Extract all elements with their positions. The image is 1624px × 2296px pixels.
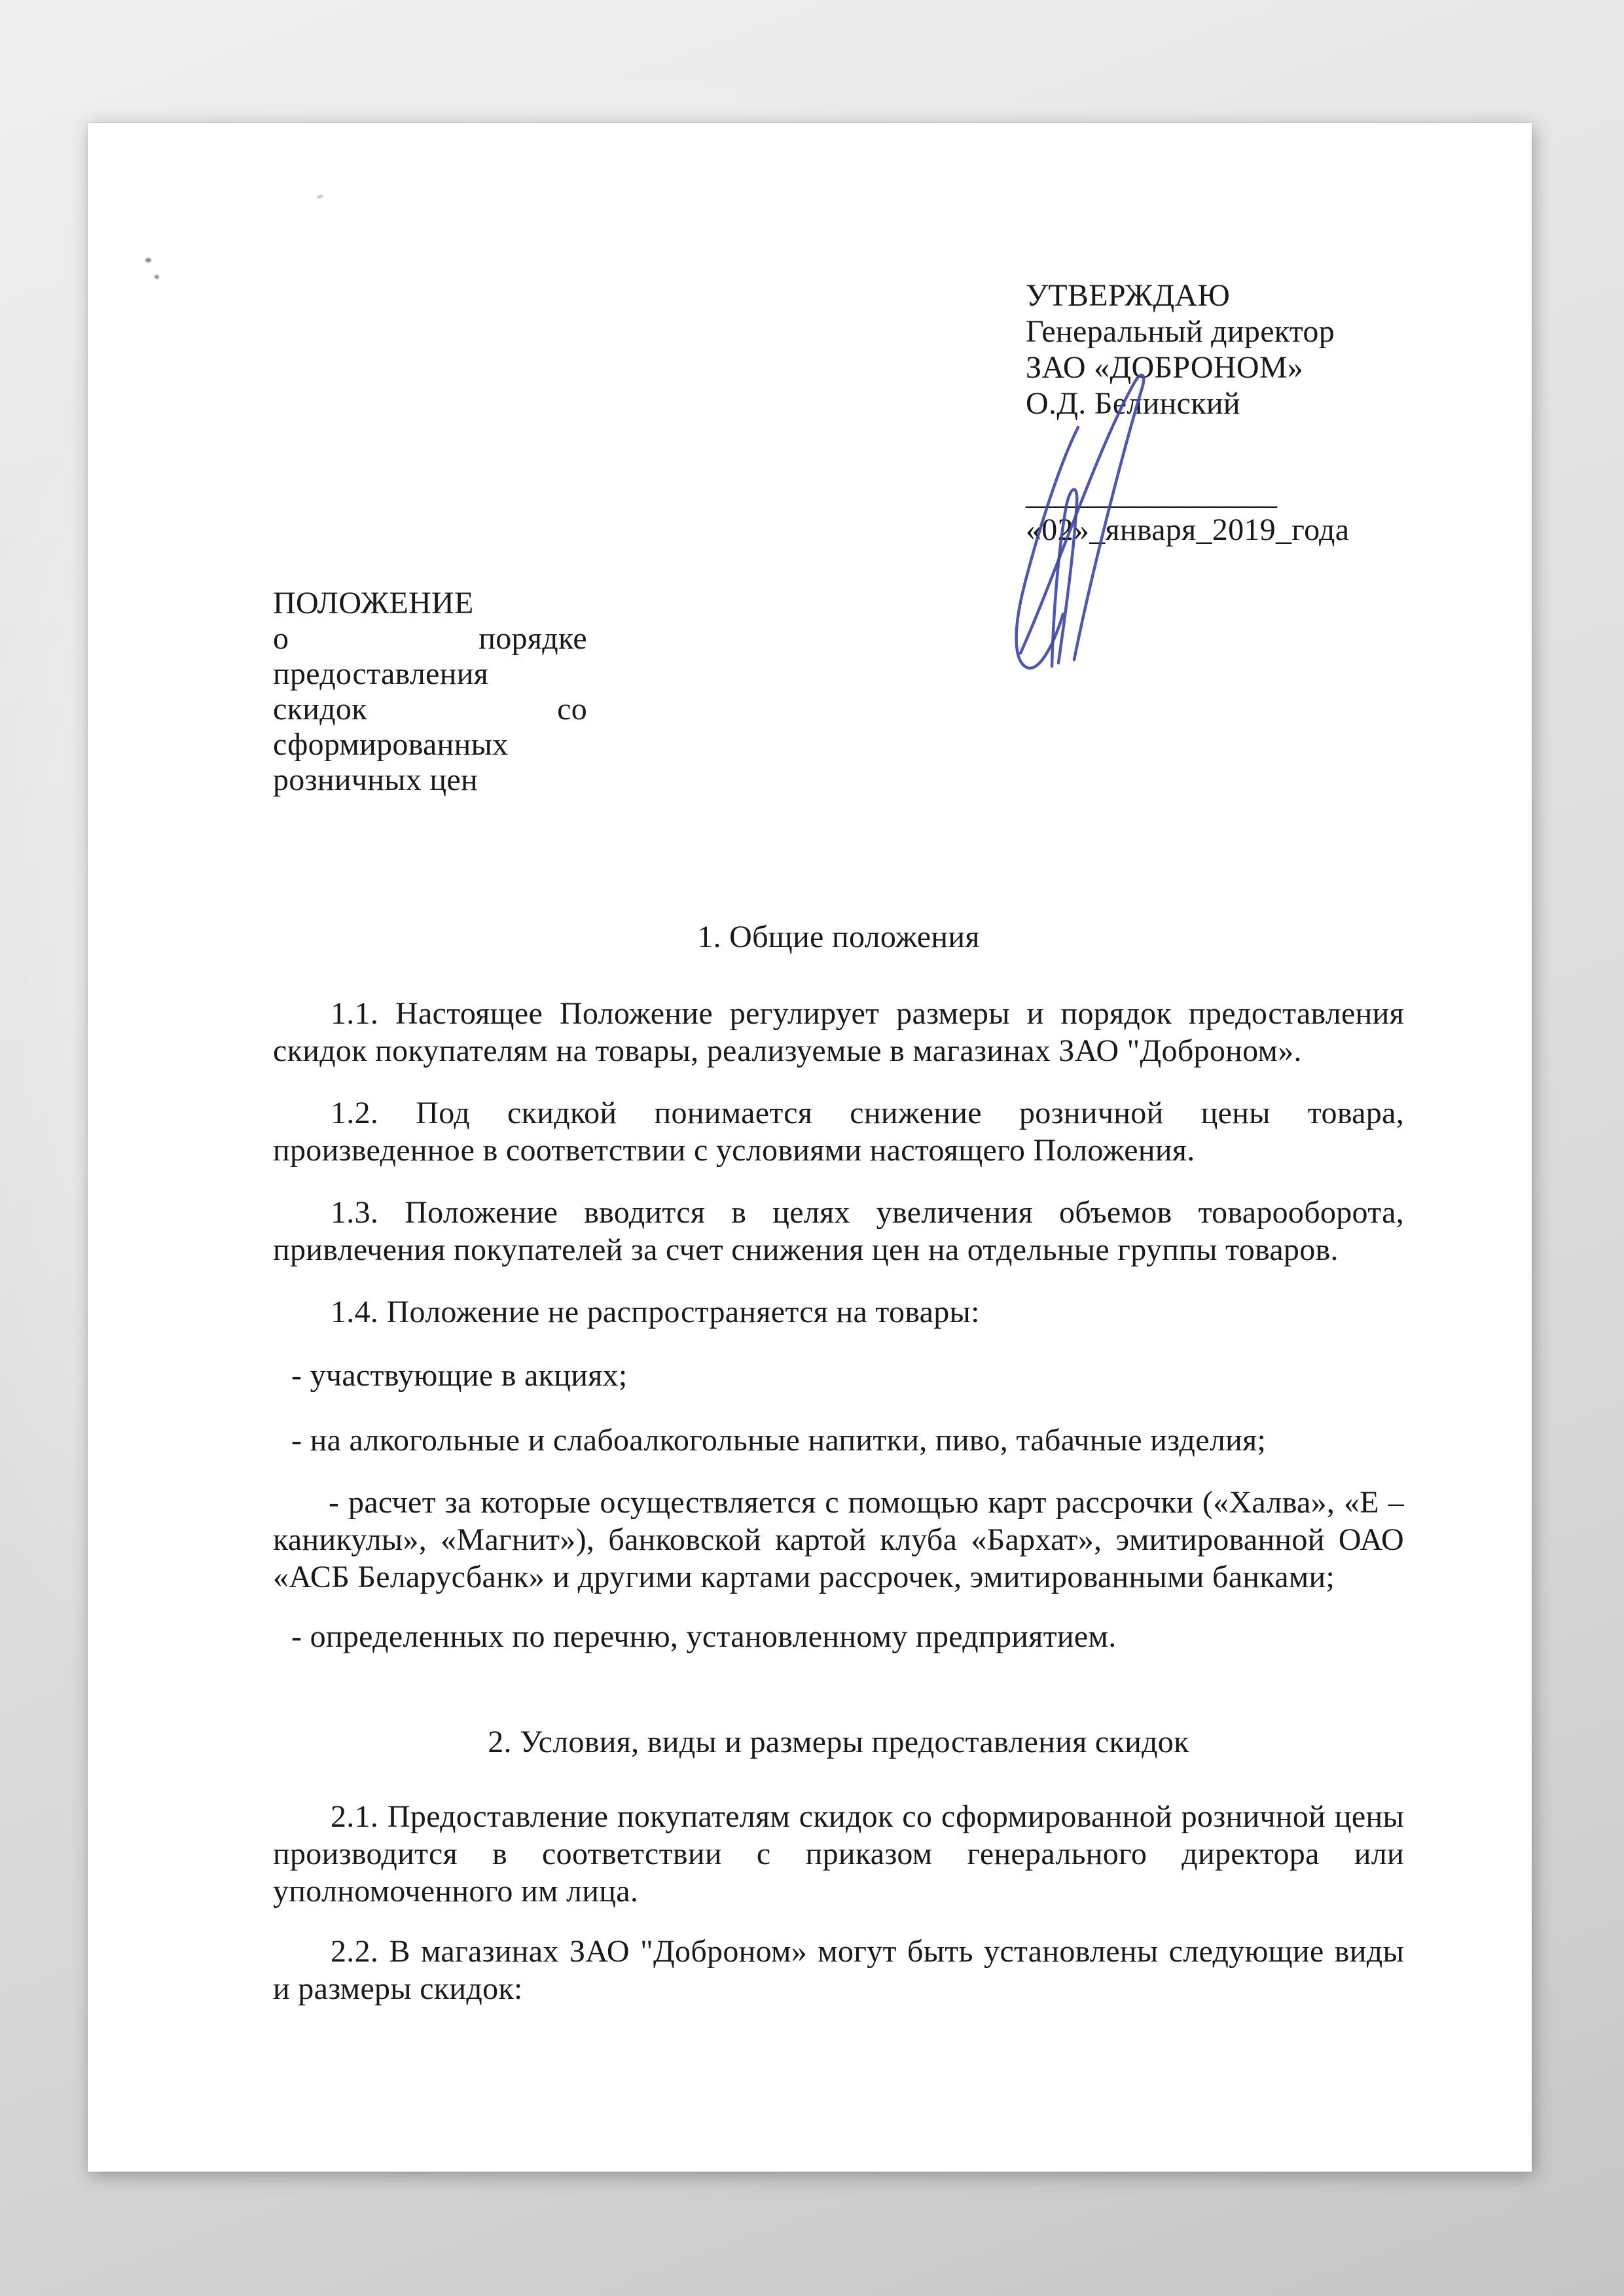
- approver-position: Генеральный директор: [1026, 314, 1335, 349]
- approval-word: УТВЕРЖДАЮ: [1026, 278, 1231, 313]
- paragraph-2-2: 2.2. В магазинах ЗАО "Доброном» могут быть установлены следующие виды и размеры скидок:: [273, 1934, 1404, 2006]
- document-title-line: розничных цен: [273, 762, 478, 797]
- section-1-heading: 1. Общие положения: [697, 920, 980, 954]
- company-name: ЗАО «ДОБРОНОМ»: [1026, 350, 1304, 385]
- document-title-block: [273, 586, 587, 798]
- document-title-line: скидок со сформированных: [273, 692, 587, 762]
- scan-speck: [154, 274, 160, 280]
- document-content: [273, 123, 1404, 2007]
- approval-block: [1026, 278, 1409, 548]
- approver-name: О.Д. Белинский: [1026, 386, 1240, 421]
- list-item: - участвующие в акциях;: [291, 1358, 628, 1393]
- approval-date: «02»_января_2019_года: [1026, 512, 1350, 547]
- list-item: - расчет за которые осуществляется с помощью карт рассрочки («Халва», «Е – каникулы», «Магнит»), банковской картой клуба «Бархат», эмитированной ОАО «АСБ Беларусбанк» и другими картами рассрочек, эмитированными банками;: [273, 1485, 1404, 1594]
- list-item: - определенных по перечню, установленному предприятием.: [291, 1619, 1117, 1654]
- section-2-heading: 2. Условия, виды и размеры предоставления скидок: [488, 1725, 1189, 1759]
- scan-speck: [145, 258, 151, 262]
- paragraph-1-3: 1.3. Положение вводится в целях увеличения объемов товарооборота, привлечения покупателей за счет снижения цен на отдельные группы товаров.: [273, 1195, 1404, 1267]
- document-title-line: о порядке предоставления: [273, 621, 587, 691]
- paragraph-1-2: 1.2. Под скидкой понимается снижение розничной цены товара, произведенное в соответствии с условиями настоящего Положения.: [273, 1096, 1404, 1168]
- paragraph-2-1: 2.1. Предоставление покупателям скидок со сформированной розничной цены производится в соответствии с приказом генерального директора или уполномоченного им лица.: [273, 1799, 1404, 1909]
- paragraph-1-1: 1.1. Настоящее Положение регулирует размеры и порядок предоставления скидок покупателям на товары, реализуемые в магазинах ЗАО "Доброном».: [273, 996, 1404, 1068]
- signature-underline: ________________: [1026, 476, 1277, 511]
- document-title-line: ПОЛОЖЕНИЕ: [273, 586, 474, 620]
- list-item: - на алкогольные и слабоалкогольные напитки, пиво, табачные изделия;: [291, 1423, 1267, 1458]
- paragraph-1-4: 1.4. Положение не распространяется на товары:: [331, 1295, 980, 1329]
- document-page: [88, 123, 1532, 2172]
